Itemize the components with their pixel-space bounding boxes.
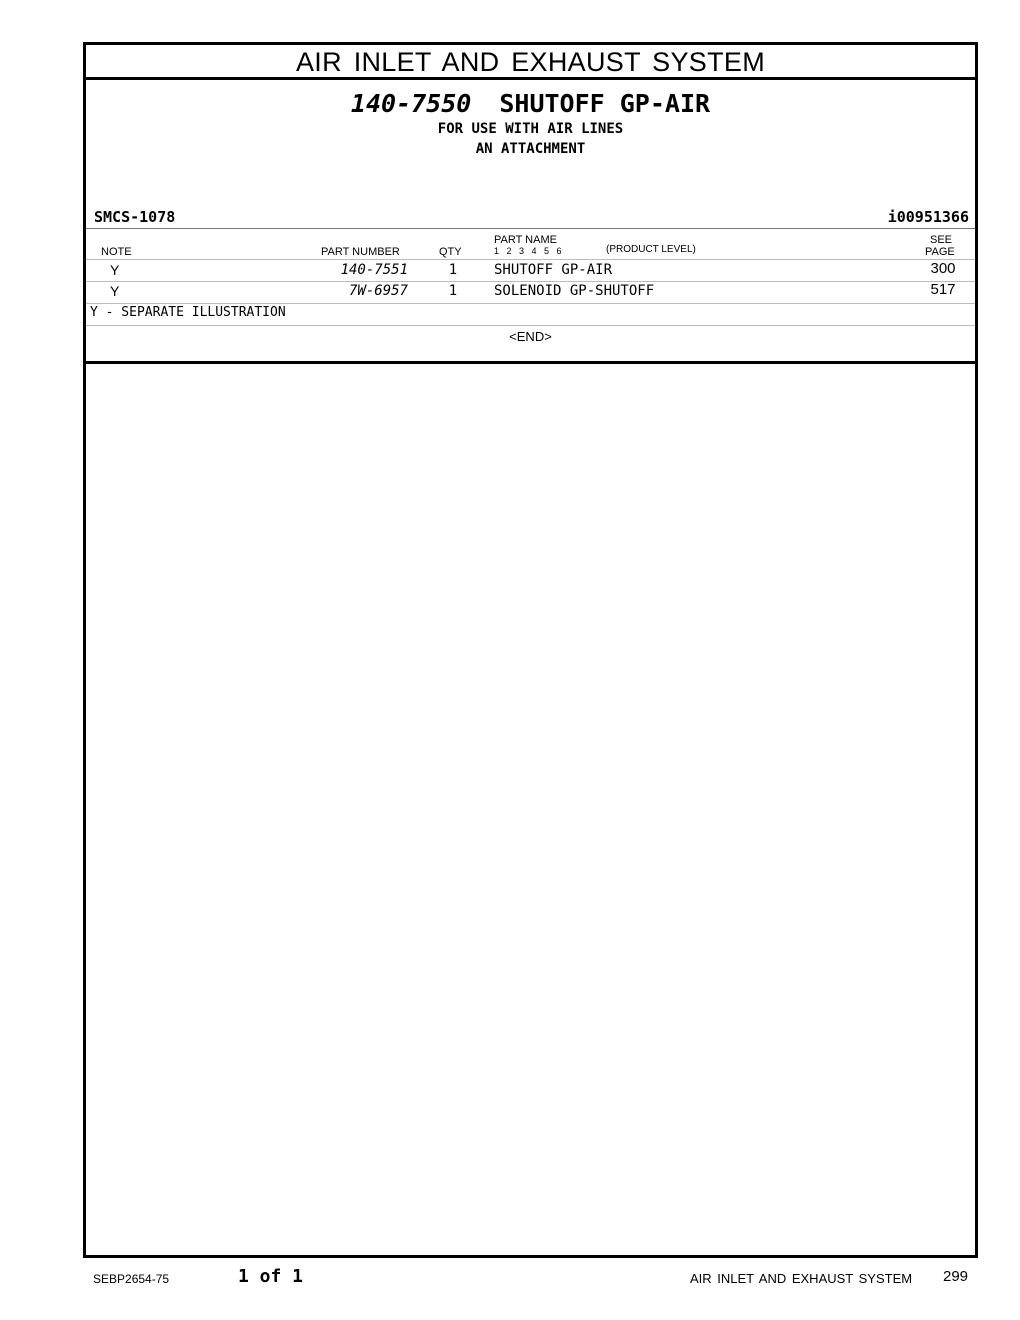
footer-doc-number: SEBP2654-75 [93, 1272, 170, 1286]
end-marker: <END> [509, 329, 552, 344]
footer-page-number: 299 [943, 1268, 969, 1285]
usage-line-2: AN ATTACHMENT [475, 141, 586, 157]
row-part-number: 7W-6957 [348, 283, 408, 299]
row-see-page: 517 [930, 281, 956, 298]
col-see: SEE [930, 234, 953, 246]
col-part-name: PART NAME [494, 234, 557, 246]
section-rule [86, 361, 975, 364]
usage-line-1: FOR USE WITH AIR LINES [437, 121, 624, 137]
group-part-number: 140-7550 [350, 89, 472, 118]
row-qty: 1 [448, 283, 458, 299]
col-qty: QTY [439, 246, 462, 258]
col-part-number: PART NUMBER [321, 246, 400, 258]
row-part-number: 140-7551 [340, 262, 408, 278]
divider [86, 228, 975, 229]
row-part-name: SOLENOID GP-SHUTOFF [494, 283, 655, 299]
row-qty: 1 [448, 262, 458, 278]
col-level-numbers: 1 2 3 4 5 6 [494, 246, 562, 256]
part-title [86, 90, 975, 118]
divider [86, 325, 975, 326]
row-see-page: 300 [930, 260, 956, 277]
divider [86, 281, 975, 282]
row-part-name: SHUTOFF GP-AIR [494, 262, 613, 278]
smcs-code: SMCS-1078 [94, 208, 176, 226]
illustration-id: i00951366 [887, 208, 969, 226]
divider [86, 259, 975, 260]
footer-section-title: AIR INLET AND EXHAUST SYSTEM [690, 1271, 913, 1286]
section-title: AIR INLET AND EXHAUST SYSTEM [86, 45, 975, 80]
col-page: PAGE [925, 246, 955, 258]
footnote: Y - SEPARATE ILLUSTRATION [90, 305, 286, 320]
row-note: Y [110, 283, 120, 299]
row-note: Y [110, 262, 120, 278]
col-note: NOTE [101, 246, 132, 258]
page-frame [83, 42, 978, 1258]
divider [86, 303, 975, 304]
group-part-name: SHUTOFF GP-AIR [499, 89, 711, 118]
footer-page-count: 1 of 1 [238, 1266, 304, 1287]
col-product-level: (PRODUCT LEVEL) [606, 244, 696, 255]
